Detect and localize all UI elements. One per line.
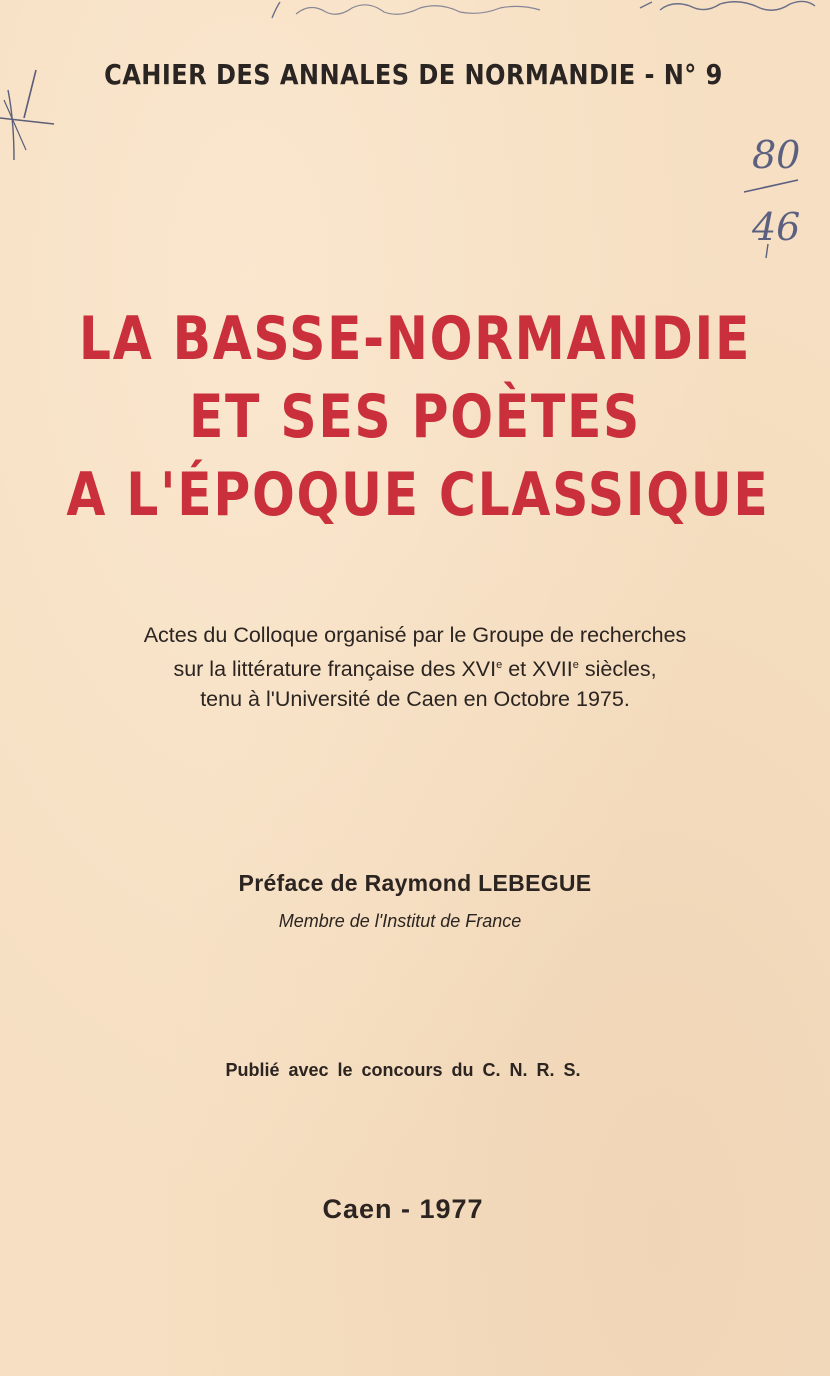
subtitle-line-2: sur la littérature française des XVIe et XVIIe siècles,	[173, 657, 657, 681]
handwritten-annotations	[0, 0, 830, 280]
book-title	[0, 300, 830, 534]
publication-support-note: Publié avec le concours du C. N. R. S.	[225, 1060, 581, 1080]
subtitle-line-3: tenu à l'Université de Caen en Octobre 1975.	[200, 687, 630, 711]
preface-author-affiliation: Membre de l'Institut de France	[278, 911, 522, 931]
preface-credit: Préface de Raymond LEBEGUE	[238, 870, 592, 896]
series-title: CAHIER DES ANNALES DE NORMANDIE - N° 9	[104, 58, 723, 91]
handwritten-fraction-top: 80	[752, 133, 801, 177]
title-line-2: ET SES POÈTES	[188, 382, 642, 452]
title-line-3: A L'ÉPOQUE CLASSIQUE	[66, 460, 770, 530]
title-line-1: LA BASSE-NORMANDIE	[78, 304, 752, 374]
handwritten-fraction-bottom: 46	[752, 205, 801, 249]
proceedings-description	[0, 620, 830, 714]
place-and-year: Caen - 1977	[322, 1194, 484, 1224]
subtitle-line-1: Actes du Colloque organisé par le Groupe de recherches	[143, 623, 687, 647]
